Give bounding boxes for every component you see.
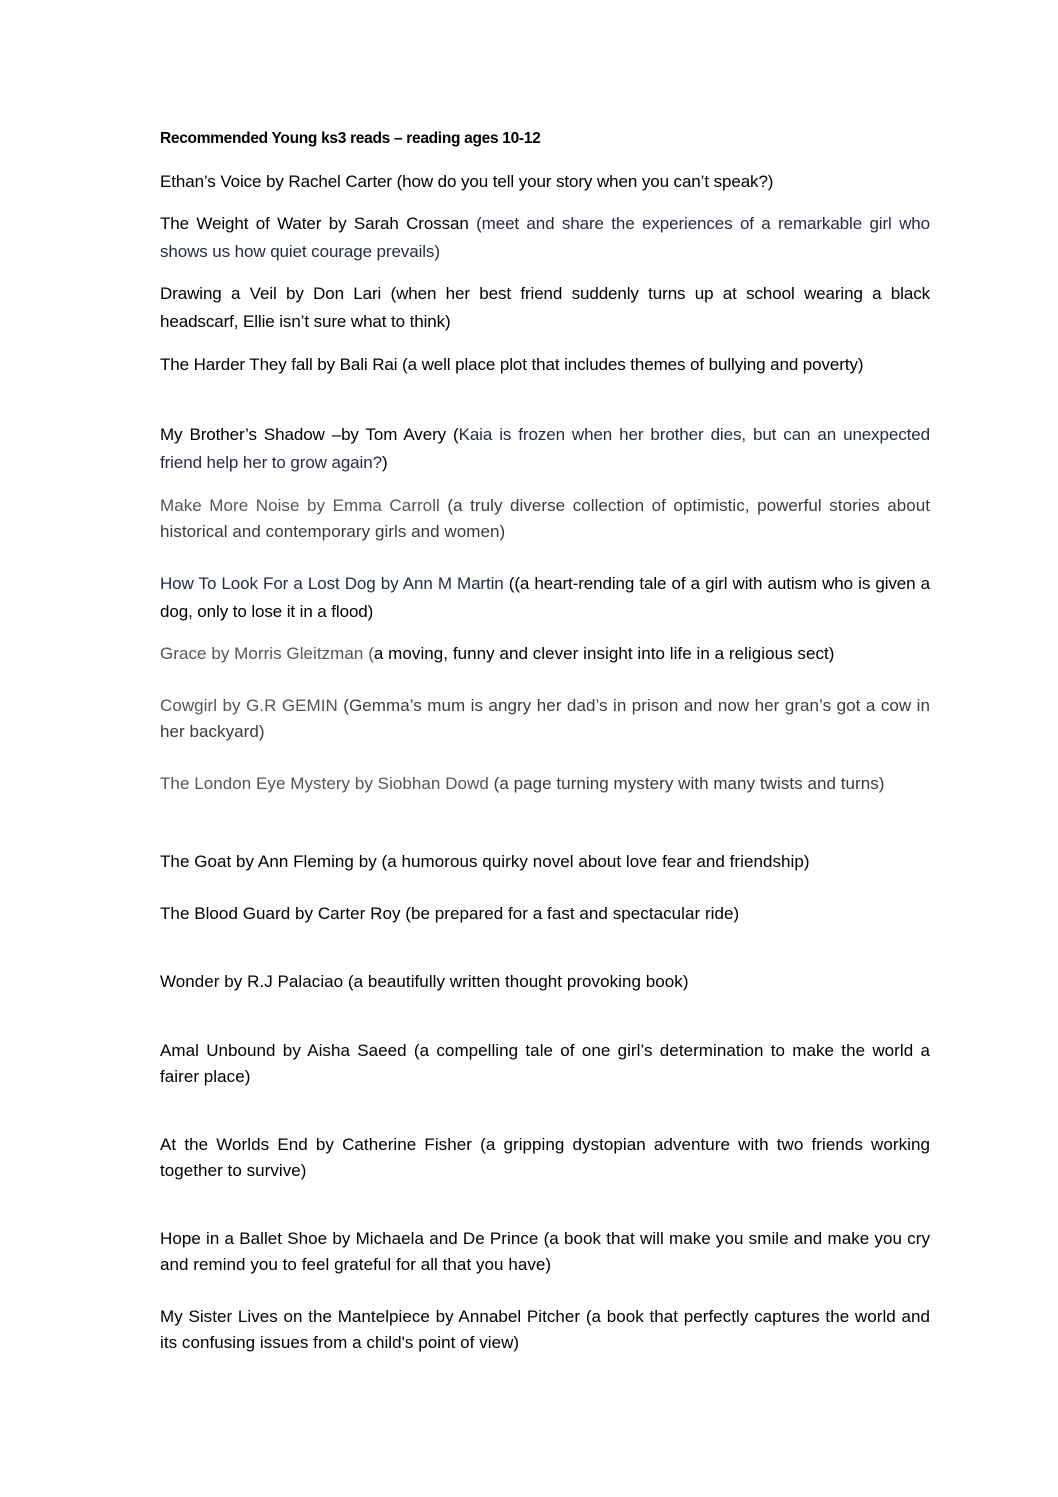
page-title: Recommended Young ks3 reads – reading ages 10-12 — [160, 130, 541, 147]
book-description-open: ( — [363, 644, 374, 663]
book-description: (meet and share the experiences of a remarkable girl who shows us how quiet courage prevails) — [160, 214, 930, 261]
book-entry-wonder — [160, 969, 930, 995]
book-entry-harder-they-fall — [160, 351, 930, 379]
book-entry-drawing-a-veil — [160, 280, 930, 336]
book-title: The Goat by Ann Fleming by — [160, 852, 377, 871]
book-title: Cowgirl by G.R GEMIN — [160, 696, 338, 715]
book-description-open: ( — [446, 425, 459, 444]
book-entry-amal-unbound — [160, 1038, 930, 1090]
book-entry-make-more-noise — [160, 493, 930, 545]
book-description: (Gemma’s mum is angry her dad’s in prison and now her gran’s got a cow in her backyard) — [160, 696, 930, 741]
book-description: (how do you tell your story when you can’t speak?) — [391, 172, 774, 191]
book-entry-lost-dog — [160, 570, 930, 626]
book-description: Kaia is frozen when her brother dies, but can an unexpected friend help her to grow again? — [160, 425, 930, 472]
book-title: Hope in a Ballet Shoe by Michaela and De Prince — [160, 1229, 539, 1248]
book-entry-weight-of-water — [160, 210, 930, 266]
book-title: The London Eye Mystery by Siobhan Dowd — [160, 774, 489, 793]
book-description: (a book that will make you smile and make you cry and remind you to feel grateful for all that you have) — [160, 1229, 930, 1274]
book-description: (a truly diverse collection of optimistic, powerful stories about historical and contemporary girls and women) — [160, 496, 930, 541]
book-title: Ethan’s Voice by Rachel Carter — [160, 172, 392, 191]
book-description: a moving, funny and clever insight into life in a religious sect) — [373, 644, 835, 663]
book-description: (a well place plot that includes themes of bullying and poverty) — [397, 355, 864, 374]
book-description: (a beautifully written thought provoking book) — [343, 972, 689, 991]
book-title: Amal Unbound by Aisha Saeed — [160, 1041, 407, 1060]
book-entry-grace — [160, 641, 930, 667]
book-title: Grace by Morris Gleitzman — [160, 644, 364, 663]
book-description: (a compelling tale of one girl’s determination to make the world a fairer place) — [160, 1041, 930, 1086]
book-description: (when her best friend suddenly turns up at school wearing a black headscarf, Ellie isn’t sure what to think) — [160, 284, 930, 331]
book-entry-ballet-shoe — [160, 1226, 930, 1278]
book-entry-cowgirl — [160, 693, 930, 745]
book-title: The Blood Guard by Carter Roy — [160, 904, 401, 923]
book-title: Drawing a Veil by Don Lari — [160, 284, 382, 303]
book-description: ((a heart-rending tale of a girl with autism who is given a dog, only to lose it in a flood) — [160, 574, 930, 621]
book-title: My Brother’s Shadow –by Tom Avery — [160, 425, 447, 444]
book-entry-blood-guard — [160, 901, 930, 927]
book-description: (a page turning mystery with many twists and turns) — [488, 774, 885, 793]
book-title: Wonder by R.J Palaciao — [160, 972, 344, 991]
book-title: My Sister Lives on the Mantelpiece by Annabel Pitcher — [160, 1307, 581, 1326]
book-title: At the Worlds End by Catherine Fisher — [160, 1135, 472, 1154]
book-entry-mantelpiece — [160, 1304, 930, 1356]
book-title: The Weight of Water by Sarah Crossan — [160, 214, 469, 233]
book-entry-ethans-voice — [160, 168, 930, 196]
book-description: (a gripping dystopian adventure with two friends working together to survive) — [160, 1135, 930, 1180]
book-title: Make More Noise by Emma Carroll — [160, 496, 440, 515]
book-entry-my-brothers-shadow — [160, 421, 930, 477]
book-description-close: ) — [381, 453, 388, 472]
book-title: The Harder They fall by Bali Rai — [160, 355, 398, 374]
book-entry-worlds-end — [160, 1132, 930, 1184]
book-entry-the-goat — [160, 849, 930, 875]
book-entry-london-eye-mystery — [160, 771, 930, 797]
book-description: (a book that perfectly captures the world and its confusing issues from a child's point of view) — [160, 1307, 930, 1352]
book-description: (a humorous quirky novel about love fear and friendship) — [376, 852, 810, 871]
book-description: (be prepared for a fast and spectacular ride) — [400, 904, 740, 923]
book-title: How To Look For a Lost Dog by Ann M Martin — [160, 574, 504, 593]
